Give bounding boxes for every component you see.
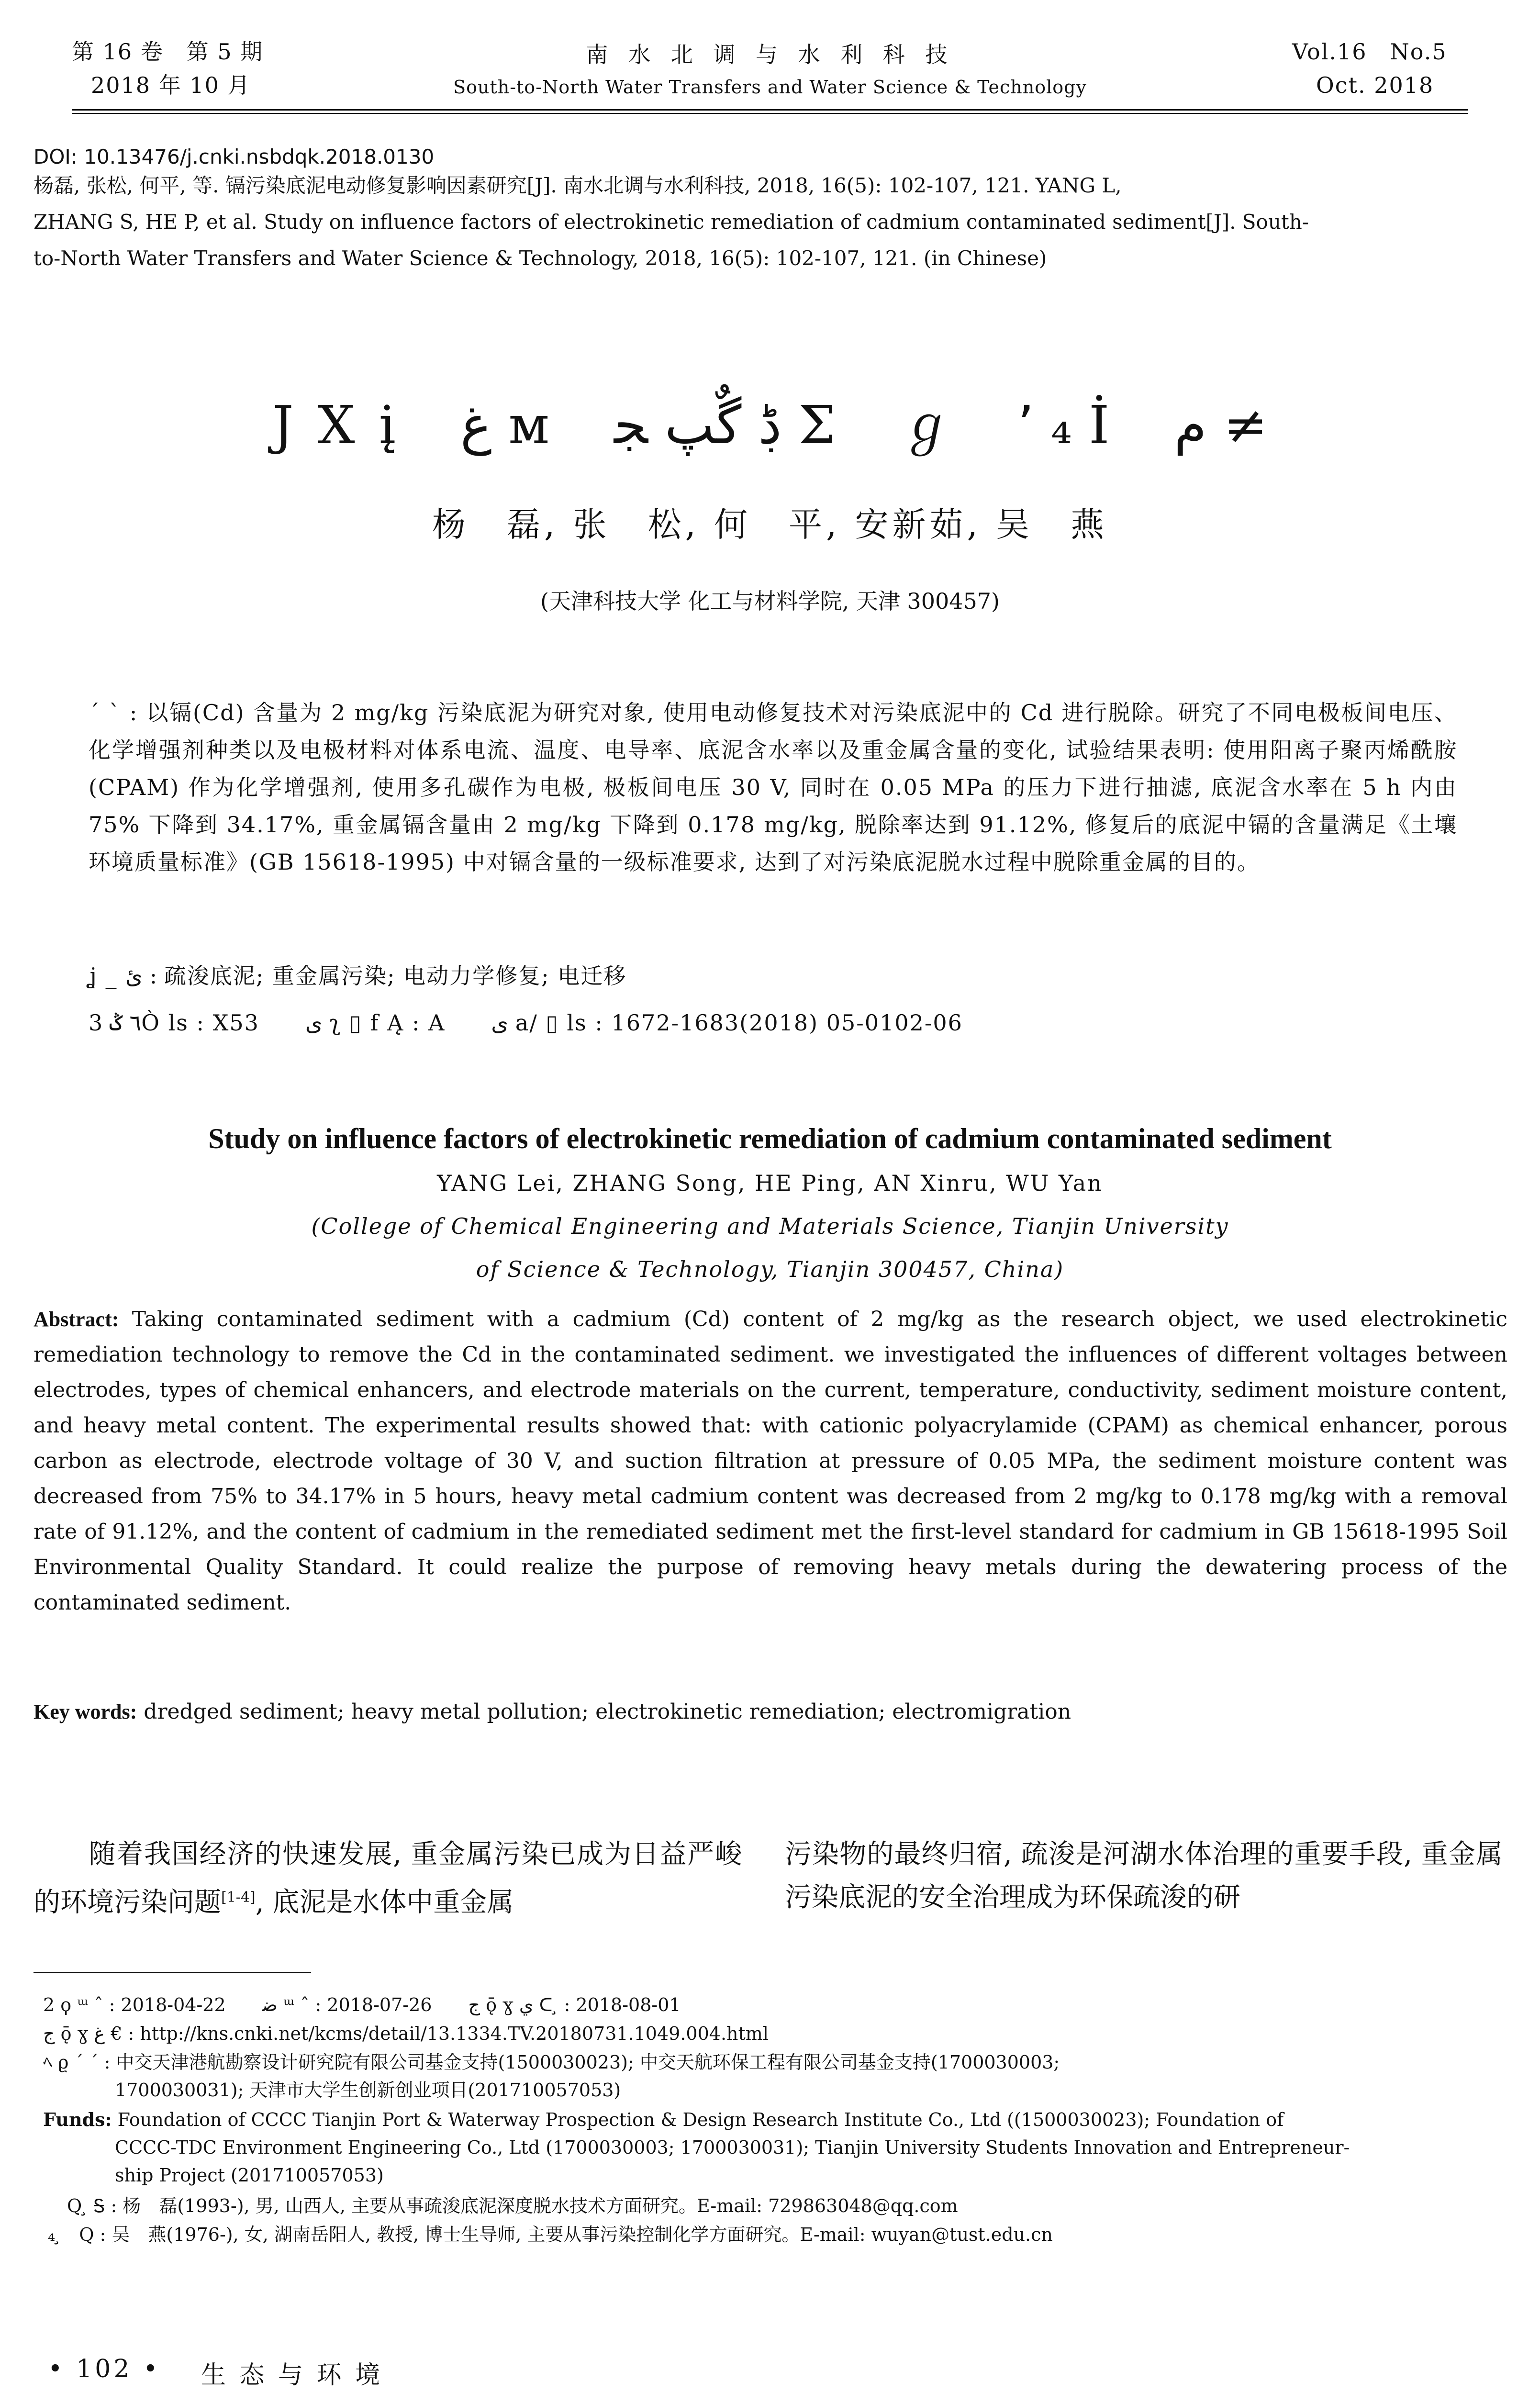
journal-date: 2018 年 10 月 bbox=[91, 72, 251, 98]
affiliation-en-1: (College of Chemical Engineering and Materials Science, Tianjin University bbox=[311, 1213, 1229, 1239]
journal-volume-en: Vol.16 No.5 bbox=[1292, 39, 1447, 65]
journal-title-cn: 南 水 北 调 与 水 利 科 技 bbox=[586, 42, 954, 67]
abstract-en-label: Abstract: bbox=[33, 1308, 119, 1331]
abstract-cn bbox=[89, 694, 1457, 881]
footnote-funds-en-1 bbox=[43, 2106, 1498, 2134]
footnote-fund-cn-2: 1700030031); 天津市大学生创新创业项目(201710057053) bbox=[115, 2080, 621, 2101]
keywords-cn-label: ʝ _ ئ bbox=[89, 963, 143, 989]
footnote-fund-cn-1: ﾍ ϱ ˊ ˊ : 中交天津港航勘察设计研究院有限公司基金支持(1500030023); 中交天航环保工程有限公司基金支持(1700030003; bbox=[43, 2052, 1060, 2073]
classification-line: 3 ٦ ݣÒ ls : X53 ى ʅ ▯ f Ą : A ى a/ ▯ ls : 1672-1683(2018) 05-0102-06 bbox=[89, 1010, 963, 1036]
page-number: • 102 • bbox=[48, 2355, 161, 2383]
footnote-dates: 2 ϙ ᵚ ˆ : 2018-04-22 ﺿ ᵚ ˆ : 2018-07-26 ج ǭ ɣ ي ᑕ ̧ : 2018-08-01 bbox=[43, 1994, 681, 2015]
keywords-en-text: dredged sediment; heavy metal pollution; electrokinetic remediation; electromigration bbox=[137, 1700, 1071, 1724]
affiliation-cn: (天津科技大学 化工与材料学院, 天津 300457) bbox=[540, 588, 1000, 614]
citation-line-2: ZHANG S, HE P, et al. Study on influence factors of electrokinetic remediation of cadmium contaminated sediment[J]. South- bbox=[33, 210, 1309, 234]
footnote-author-1: Q ̧ Ꭶ : 杨 磊(1993-), 男, 山西人, 主要从事疏浚底泥深度脱水技术方面研究。E-mail: 729863048@qq.com bbox=[67, 2195, 958, 2216]
abstract-cn-label: ˊ ˋ bbox=[89, 700, 122, 726]
funds-label: Funds: bbox=[43, 2109, 112, 2130]
citation-line-1: 杨磊, 张松, 何平, 等. 镉污染底泥电动修复影响因素研究[J]. 南水北调与水利科技, 2018, 16(5): 102-107, 121. YANG L, bbox=[33, 174, 1122, 197]
footnote-online: ج ǭ ɣ غ € : http://kns.cnki.net/kcms/detail/13.1334.TV.20180731.1049.004.html bbox=[43, 2023, 769, 2044]
authors-cn: 杨 磊, 张 松, 何 平, 安新茹, 吴 燕 bbox=[432, 505, 1108, 544]
citation-reference: [1-4] bbox=[221, 1889, 256, 1906]
authors-en: YANG Lei, ZHANG Song, HE Ping, AN Xinru, WU Yan bbox=[437, 1170, 1103, 1196]
funds-text-1: Foundation of CCCC Tianjin Port & Waterway Prospection & Design Research Institute Co., Ltd ((1500030023); Foundation of bbox=[112, 2109, 1284, 2130]
footnote-rule bbox=[33, 1972, 311, 1973]
footnote-funds-en-3: ship Project (201710057053) bbox=[115, 2165, 384, 2186]
body-left-text-b: , 底泥是水体中重金属 bbox=[255, 1887, 514, 1918]
abstract-en bbox=[33, 1302, 1507, 1621]
doi: DOI: 10.13476/j.cnki.nsbdqk.2018.0130 bbox=[33, 145, 435, 168]
body-left-text-a: 随着我国经济的快速发展, 重金属污染已成为日益严峻的环境污染问题 bbox=[33, 1839, 742, 1918]
keywords-cn-text: : 疏浚底泥; 重金属污染; 电动力学修复; 电迁移 bbox=[149, 963, 627, 989]
body-left-column bbox=[33, 1833, 742, 1924]
article-title-en: Study on influence factors of electrokinetic remediation of cadmium contaminated sediment bbox=[208, 1123, 1332, 1154]
abstract-en-text: Taking contaminated sediment with a cadmium (Cd) content of 2 mg/kg as the research object, we used electrokinetic remediation technology to remove the Cd in the contaminated sediment. we investigated the influences of different voltages between electrodes, types of chemical enhancers, and electrode materials on the current, temperature, conductivity, sediment moisture content, and heavy metal content. The experimental results showed that: with cationic polyacrylamide (CPAM) as chemical enhancer, porous carbon as electrode, electrode voltage of 30 V, and suction filtration at pressure of 0.05 MPa, the sediment moisture content was decreased from 75% to 34.17% in 5 hours, heavy metal cadmium content was decreased from 2 mg/kg to 0.178 mg/kg with a removal rate of 91.12%, and the content of cadmium in the remediated sediment met the first-level standard for cadmium in GB 15618-1995 Soil Environmental Quality Standard. It could realize the purpose of removing heavy metals during the dewatering process of the contaminated sediment. bbox=[33, 1307, 1507, 1615]
article-title-cn: ЈXį غ м ڋ گٌپ ﺠ Σ ℊ ٬ ₄ İ ﻡ ≠ bbox=[272, 394, 1268, 456]
body-right-column: 污染物的最终归宿, 疏浚是河湖水体治理的重要手段, 重金属污染底泥的安全治理成为环保疏浚的研 bbox=[785, 1839, 1503, 1913]
header-rule-top bbox=[72, 109, 1468, 111]
abstract-cn-text: : 以镉(Cd) 含量为 2 mg/kg 污染底泥为研究对象, 使用电动修复技术对污染底泥中的 Cd 进行脱除。研究了不同电极板间电压、化学增强剂种类以及电极材料对体系电流、温度、电导率、底泥含水率以及重金属含量的变化, 试验结果表明: 使用阳离子聚丙烯酰胺(CPAM) 作为化学增强剂, 使用多孔碳作为电极, 极板间电压 30 V, 同时在 0.05 MPa 的压力下进行抽滤, 底泥含水率在 5 h 内由 75% 下降到 34.17%, 重金属镉含量由 2 mg/kg 下降到 0.178 mg/kg, 脱除率达到 91.12%, 修复后的底泥中镉的含量满足《土壤环境质量标准》(GB 15618-1995) 中对镉含量的一级标准要求, 达到了对污染底泥脱水过程中脱除重金属的目的。 bbox=[89, 700, 1457, 875]
keywords-cn bbox=[89, 957, 1457, 995]
keywords-en bbox=[33, 1694, 1507, 1730]
header-rule-bottom bbox=[72, 113, 1468, 114]
journal-volume: 第 16 卷 第 5 期 bbox=[72, 39, 264, 65]
journal-title-en: South-to-North Water Transfers and Water Science & Technology bbox=[453, 77, 1087, 98]
affiliation-en-2: of Science & Technology, Tianjin 300457, China) bbox=[476, 1256, 1064, 1282]
section-name: 生 态 与 环 境 bbox=[201, 2361, 383, 2390]
citation-line-3: to-North Water Transfers and Water Science & Technology, 2018, 16(5): 102-107, 121. (in Chinese) bbox=[33, 246, 1047, 270]
keywords-en-label: Key words: bbox=[33, 1700, 137, 1723]
footnote-author-2: ₄ ̧ Q : 吴 燕(1976-), 女, 湖南岳阳人, 教授, 博士生导师, 主要从事污染控制化学方面研究。E-mail: wuyan@tust.edu.cn bbox=[48, 2224, 1053, 2245]
journal-date-en: Oct. 2018 bbox=[1316, 72, 1434, 98]
footnote-funds-en-2: CCCC-TDC Environment Engineering Co., Ltd (1700030003; 1700030031); Tianjin University Students Innovation and Entrepreneur- bbox=[115, 2137, 1350, 2158]
